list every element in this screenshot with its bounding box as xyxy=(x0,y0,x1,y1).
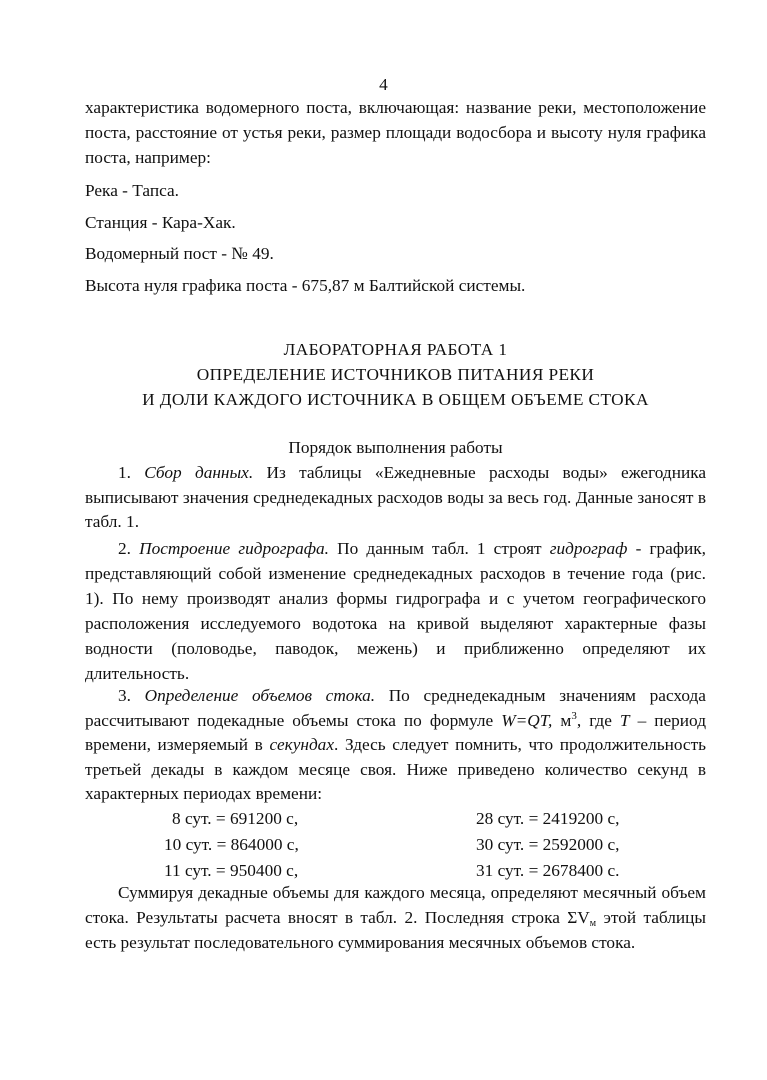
periods-left-column xyxy=(164,806,299,884)
unit-exponent: 3 xyxy=(571,709,577,722)
step-3-title: Определение объемов стока. xyxy=(144,686,376,705)
page-number: 4 xyxy=(379,75,388,94)
station-line: Станция - Кара-Хак. xyxy=(85,212,236,232)
intro-section xyxy=(85,95,706,296)
heading-line-3: И ДОЛИ КАЖДОГО ИСТОЧНИКА В ОБЩЕМ ОБЪЕМЕ СТОКА xyxy=(142,390,649,409)
step-2-term: гидрограф xyxy=(549,539,628,558)
sigma-v: ΣV xyxy=(567,908,590,927)
step-3-text-b: , где xyxy=(576,710,612,730)
procedure-title: Порядок выполнения работы xyxy=(288,438,503,457)
period-31: 31 сут. = 2678400 с. xyxy=(476,861,620,880)
lab-heading xyxy=(85,337,706,412)
step-2-text-b: - график, представляющий собой изменение среднедекадных расходов в течение года (рис. 1). По нему производят анализ формы гидрографа и с учетом географического расположения исследуемого водотока на кривой выделяют характерные фазы водности (половодье, паводок, межень) и приближенно определяют их длительность. xyxy=(85,539,707,683)
height-line: Высота нуля графика поста - 675,87 м Балтийской системы. xyxy=(85,275,526,295)
summary-text-a: Суммируя декадные объемы для каждого месяца, определяют месячный объем стока. Результаты расчета вносят в табл. 2. Последняя строка xyxy=(85,883,706,927)
step-2 xyxy=(85,536,706,686)
periods-right-column xyxy=(476,806,619,884)
variable-t: T xyxy=(619,710,630,730)
sigma-subscript: м xyxy=(589,918,597,929)
river-line: Река - Тапса. xyxy=(85,181,179,200)
period-11: 11 сут. = 950400 с, xyxy=(164,861,299,880)
step-3-number: 3. xyxy=(118,686,131,705)
heading-line-1: ЛАБОРАТОРНАЯ РАБОТА 1 xyxy=(283,340,508,359)
summary-text-b: этой таблицы есть результат последовательного суммирования месячных объемов стока. xyxy=(85,908,706,952)
period-30: 30 сут. = 2592000 с, xyxy=(476,835,620,854)
post-line: Водомерный пост - № 49. xyxy=(85,244,274,264)
heading-line-2: ОПРЕДЕЛЕНИЕ ИСТОЧНИКОВ ПИТАНИЯ РЕКИ xyxy=(196,365,595,384)
step-3-text-a: По среднедекадным значениям расхода рассчитывают подекадные объемы стока по формуле xyxy=(85,686,706,730)
step-2-text-a: По данным табл. 1 строят xyxy=(337,539,542,558)
step-3-text-d: . Здесь следует помнить, что продолжительность третьей декады в каждом месяце своя. Ниже приведено количество секунд в характерных периодах времени: xyxy=(85,735,706,803)
step-1-title: Сбор данных. xyxy=(144,463,254,482)
intro-paragraph: характеристика водомерного поста, включающая: название реки, местоположение поста, расстояние от устья реки, размер площади водосбора и высоту нуля графика поста, например: xyxy=(85,98,706,167)
period-8: 8 сут. = 691200 с, xyxy=(172,809,299,828)
step-1-text: Из таблицы «Ежедневные расходы воды» ежегодника выписывают значения среднедекадных расходов воды за весь год. Данные заносят в табл. 1. xyxy=(85,463,706,531)
summary-paragraph xyxy=(85,880,706,955)
period-10: 10 сут. = 864000 с, xyxy=(164,835,299,854)
seconds-term: секундах xyxy=(269,735,334,754)
step-2-number: 2. xyxy=(118,539,131,558)
step-1 xyxy=(85,461,706,535)
step-3-text-c: – период времени, измеряемый в xyxy=(85,710,706,754)
step-3 xyxy=(85,684,706,807)
unit: м xyxy=(560,710,572,730)
step-2-title: Построение гидрографа. xyxy=(139,539,330,558)
formula: W=QT, xyxy=(501,710,553,730)
period-28: 28 сут. = 2419200 с, xyxy=(476,809,620,828)
step-1-number: 1. xyxy=(118,463,131,482)
